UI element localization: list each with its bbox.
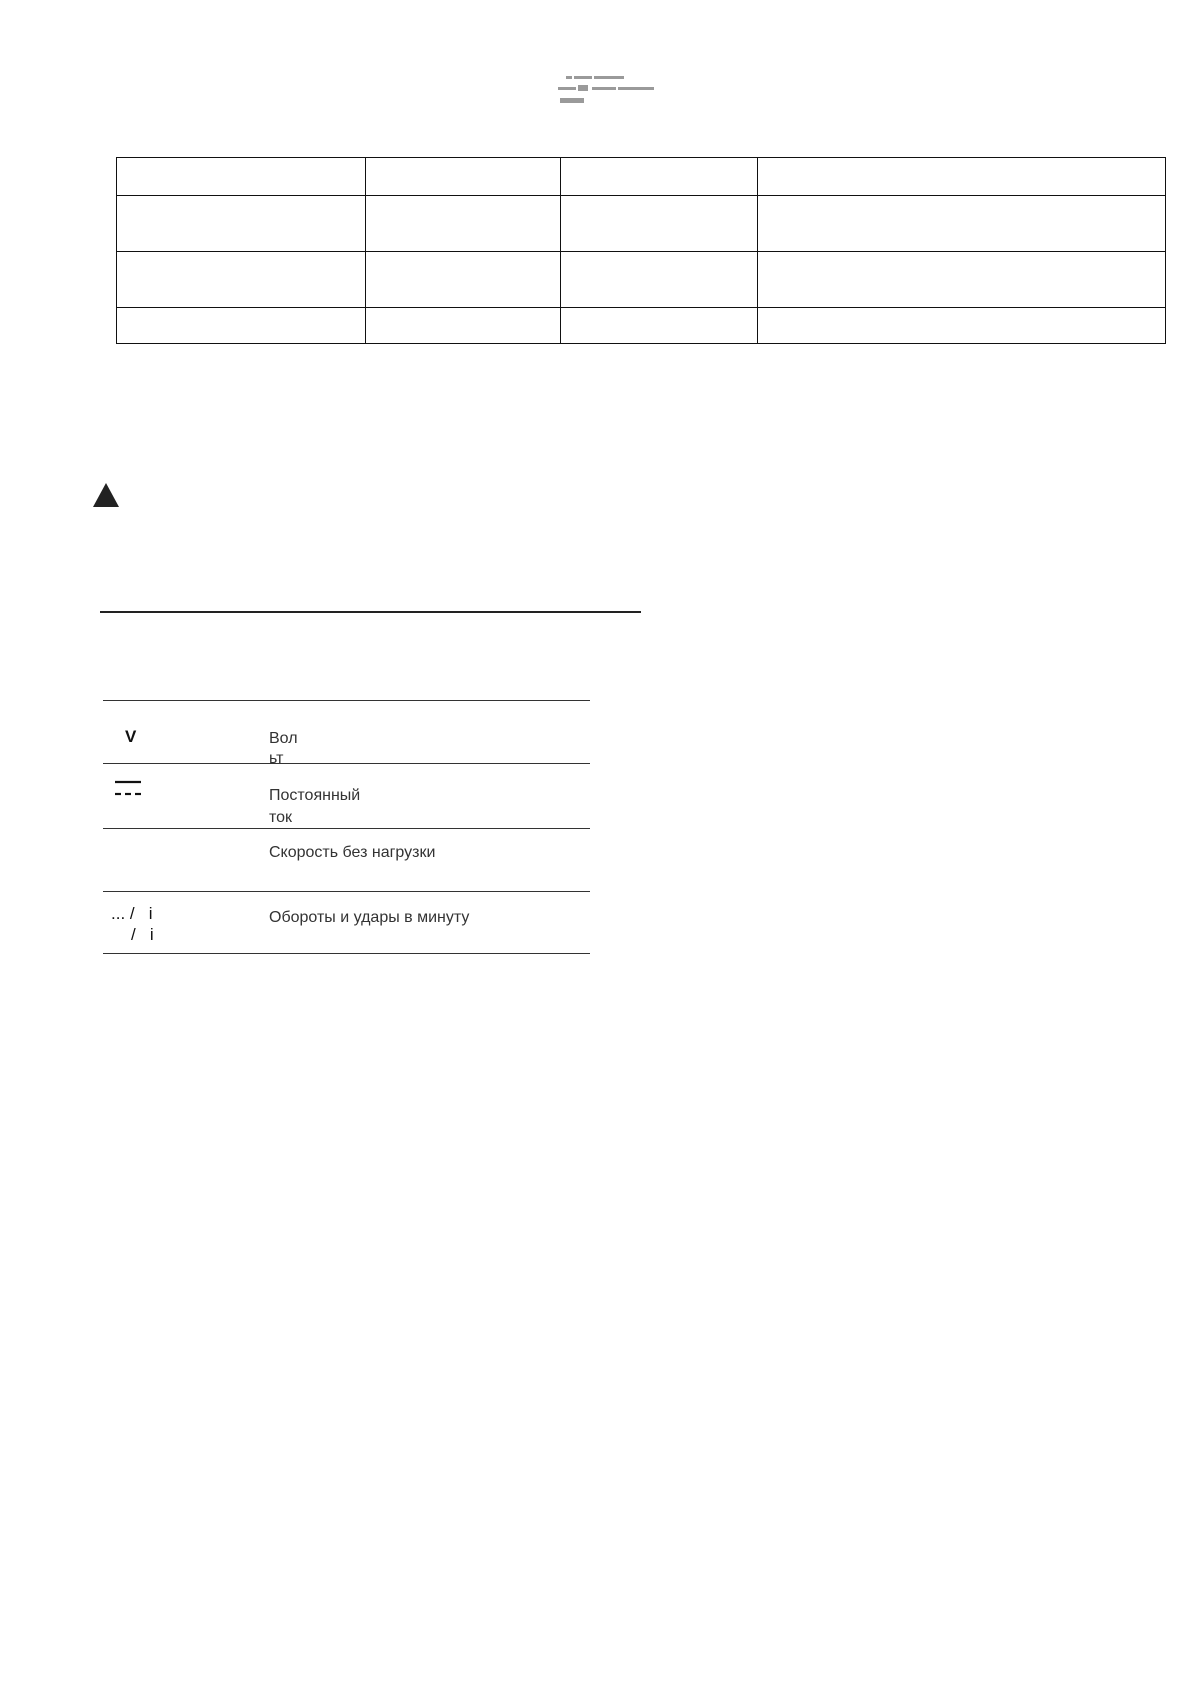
rpm-bpm-icon: ... / i / i <box>111 904 154 944</box>
direct-current-icon <box>103 764 243 828</box>
list-item <box>103 700 590 767</box>
table-cell <box>366 308 561 344</box>
table-row <box>117 196 1166 252</box>
volt-v-icon: V <box>125 727 137 746</box>
warning-triangle-icon <box>92 482 120 508</box>
table-cell <box>366 196 561 252</box>
list-item <box>103 763 590 828</box>
symbols-table <box>103 700 590 954</box>
table-cell <box>561 308 758 344</box>
table-cell <box>117 252 366 308</box>
symbol-label: Скорость без нагрузки <box>269 844 436 861</box>
section-divider <box>100 611 641 613</box>
table-cell <box>561 158 758 196</box>
symbol-label: Постоянный ток <box>269 787 361 826</box>
table-row <box>117 308 1166 344</box>
table-cell <box>117 158 366 196</box>
no-load-speed-icon <box>103 829 243 891</box>
table-cell <box>758 308 1166 344</box>
table-cell <box>758 252 1166 308</box>
symbol-label: Вол ьт <box>269 730 298 767</box>
table-cell <box>117 308 366 344</box>
table-row <box>117 252 1166 308</box>
header-logo <box>558 74 668 110</box>
table-cell <box>758 196 1166 252</box>
symbol-label: Обороты и удары в минуту <box>269 909 470 926</box>
table-cell <box>366 252 561 308</box>
list-item <box>103 891 590 954</box>
table-cell <box>561 196 758 252</box>
list-item <box>103 828 590 891</box>
spec-table <box>116 157 1166 344</box>
table-row <box>117 158 1166 196</box>
table-cell <box>758 158 1166 196</box>
table-cell <box>561 252 758 308</box>
table-cell <box>117 196 366 252</box>
table-cell <box>366 158 561 196</box>
